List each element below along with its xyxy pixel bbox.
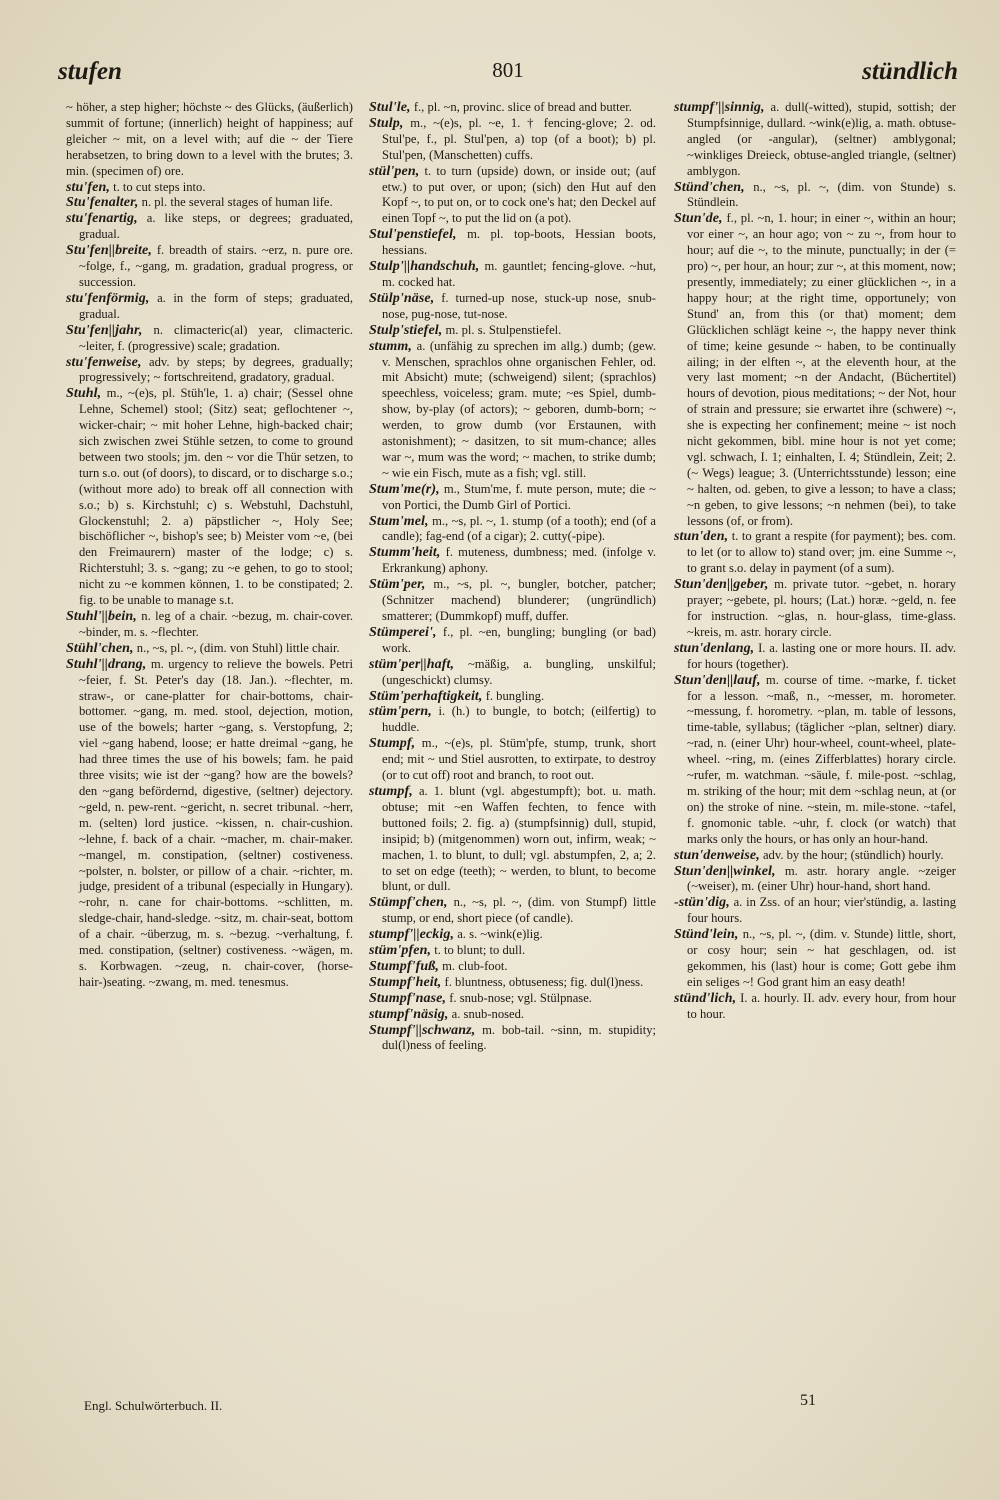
entry-definition: m. private tutor. ~gebet, n. horary prayer; ~gebete, pl. hours; (Lat.) horæ. ~geld, n. fee for instruction. ~glas, n. hour-glass, time-glass. ~kreis, m. astr. horary circle.: [687, 577, 957, 639]
entry-headword: Stülp'näse,: [369, 290, 435, 306]
entry-definition: a. like steps, or degrees; graduated, gradual.: [79, 211, 353, 242]
footer-signature: Engl. Schulwörterbuch. II.: [84, 1398, 223, 1413]
dictionary-entry: [674, 848, 956, 864]
entry-headword: Stun'den||geber,: [674, 577, 769, 593]
dictionary-entry: [369, 545, 656, 577]
entry-definition: f. breadth of stairs. ~erz, n. pure ore. ~folge, f., ~gang, m. gradation, gradual progress, or succession.: [79, 243, 353, 289]
entry-definition: n. pl. the several stages of human life.: [141, 195, 333, 210]
dictionary-entry: [674, 577, 956, 641]
entry-definition: f., pl. ~n, 1. hour; in einer ~, within an hour; vor einer ~, an hour ago; von ~ zu ~, from hour to hour; auf die ~, to the minute, punctually; in der (= pro) ~, per hour, an hour; zur ~, at this moment, now; presently, immediately; zu einer glücklichen ~, in a happy hour; at the right time, opportunely; von Stund' an, from this (or that) moment; dem Glücklichen schlägt keine ~, the happy never think of time; keine gesunde ~ haben, to be continually ailing; in der elften ~, at the eleventh hour, at the very last moment; ~n der Andacht, (Büchertitel) hours of devotion, pious meditations; ~ der Not, hour of strain and pressure; sie erwartet ihre (schwere) ~, she is expecting her confinement; meine ~ ist noch nicht gekommen, bibl. mine hour is not yet come; vgl. schwach, I. 1; einhalten, I. 4; Stündlein, Zeit; 2. (~ Wegs) league; 3. (Unterrichtsstunde) lesson; eine ~ halten, od. geben, to give a lesson; to have a class; ~n geben, to give lessons; ~n nehmen (bei), to take lessons (of, or from).: [687, 211, 956, 528]
entry-headword: stu'fenweise,: [66, 354, 142, 370]
entry-definition: a. snub-nosed.: [451, 1006, 525, 1021]
entry-headword: stun'denlang,: [674, 640, 755, 656]
dictionary-entry: [674, 180, 956, 212]
left-running-headword: stufen: [58, 58, 122, 85]
dictionary-entry: [674, 211, 956, 529]
entry-headword: Stum'me(r),: [369, 481, 440, 497]
entry-headword: Stulp,: [369, 115, 404, 131]
entry-headword: stun'denweise,: [674, 847, 760, 863]
dictionary-entry: [674, 927, 956, 991]
entry-definition: f., pl. ~en, bungling; bungling (or bad) work.: [382, 624, 657, 655]
dictionary-entry: [369, 100, 656, 116]
dictionary-entry: [66, 323, 353, 355]
entry-definition: m. pl. s. Stulpenstiefel.: [445, 322, 562, 337]
entry-headword: stünd'lich,: [674, 990, 737, 1006]
entry-definition: a. in Zss. of an hour; vier'stündig, a. lasting four hours.: [687, 895, 956, 926]
dictionary-entry: [369, 577, 656, 625]
dictionary-entry: [66, 386, 353, 609]
entry-definition: n., ~s, pl. ~, (dim. v. Stunde) little, short, or cosy hour; sein ~ hat geschlagen, od. ist gekommen, his (last) hour is come; Gott gebe ihm ein seliges ~! God grant him an easy death!: [687, 927, 956, 989]
entry-headword: stüm'pern,: [369, 704, 432, 720]
dictionary-entry: [369, 736, 656, 784]
entry-definition: m., ~(e)s, pl. ~e, 1. † fencing-glove; 2. od. Stul'pe, f., pl. Stul'pen, a) top (of a boot); b) pl. Stul'pen, (Manschetten) cuffs.: [382, 115, 656, 162]
entry-headword: Stumpf,: [369, 736, 416, 752]
entry-headword: Stu'fen||jahr,: [66, 322, 143, 338]
entry-headword: Stuhl'||drang,: [66, 656, 147, 672]
entry-definition: n. climacteric(al) year, climacteric. ~leiter, f. (progressive) scale; gradation.: [79, 322, 353, 353]
entry-headword: Stünd'lein,: [674, 927, 739, 943]
entry-definition: t. to cut steps into.: [113, 179, 206, 194]
column-1: [66, 100, 353, 991]
dictionary-entry: [369, 482, 656, 514]
dictionary-entry: [369, 1023, 656, 1055]
entry-definition: i. (h.) to bungle, to botch; (eilfertig) to huddle.: [382, 704, 656, 735]
dictionary-entry: [66, 641, 353, 657]
entry-headword: Stüm'perhaftigkeit,: [369, 688, 483, 704]
dictionary-entry: [369, 259, 656, 291]
entry-definition: m. pl. top-boots, Hessian boots, hessians.: [382, 227, 656, 258]
entry-definition: a. s. ~wink(e)lig.: [457, 927, 543, 942]
dictionary-entry: [66, 355, 353, 387]
entry-headword: stumpf'||sinnig,: [674, 100, 765, 115]
entry-headword: Stul'penstiefel,: [369, 227, 457, 243]
dictionary-entry: [674, 991, 956, 1023]
entry-headword: Stumpf'fuß,: [369, 958, 439, 974]
entry-headword: stüm'pfen,: [369, 943, 432, 959]
entry-headword: Stumpf'heit,: [369, 974, 442, 990]
entry-headword: Stun'de,: [674, 211, 723, 227]
entry-headword: Stumpf'||schwanz,: [369, 1022, 476, 1038]
dictionary-entry: [369, 164, 656, 228]
entry-headword: Stun'den||winkel,: [674, 863, 776, 879]
entry-headword: Stumpf'nase,: [369, 990, 447, 1006]
entry-headword: Stun'den||lauf,: [674, 672, 761, 688]
dictionary-entry: [66, 657, 353, 991]
entry-definition: ~ höher, a step higher; höchste ~ des Glücks, (äußerlich) summit of fortune; (innerlich) height of happiness; auf gleicher ~ mit, on a level with; auf die ~ der Tiere herabsetzen, to bring down to a level with the brutes; 3. min. (specimen of) ore.: [66, 100, 353, 178]
entry-definition: n. leg of a chair. ~bezug, m. chair-cover. ~binder, m. s. ~flechter.: [79, 609, 353, 639]
dictionary-entry: [674, 864, 956, 896]
entry-definition: m. bob-tail. ~sinn, m. stupidity; dul(l)ness of feeling.: [382, 1022, 656, 1053]
dictionary-entry: [674, 100, 956, 180]
dictionary-entry: [66, 195, 353, 211]
dictionary-entry: [369, 704, 656, 736]
dictionary-entry: [66, 291, 353, 323]
dictionary-entry: [674, 895, 956, 927]
entry-definition: m., Stum'me, f. mute person, mute; die ~ von Portici, the Dumb Girl of Portici.: [382, 481, 656, 512]
entry-definition: I. a. hourly. II. adv. every hour, from hour to hour.: [687, 990, 956, 1021]
dictionary-entry: [66, 243, 353, 291]
entry-definition: t. to blunt; to dull.: [434, 943, 526, 958]
dictionary-entry: [369, 1007, 656, 1023]
entry-definition: t. to grant a respite (for payment); bes. com. to let (or to allow to) stand over; jm. eine Summe ~, to grant s.o. delay in payment (of a sum).: [687, 529, 956, 576]
entry-definition: n., ~s, pl. ~, (dim. von Stumpf) little stump, or end, short piece (of candle).: [382, 895, 656, 926]
entry-definition: m. course of time. ~marke, f. ticket for a lesson. ~maß, n., ~messer, m. horometer. ~messung, f. horometry. ~plan, m. table of lessons, time-table, syllabus; (täglicher ~plan, seltner) diary. ~rad, n. (einer Uhr) hour-wheel, count-wheel, plate-wheel. ~ring, m. (eines Zifferblattes) horary circle. ~rufer, m. watchman. ~säule, f. mile-post. ~schlag, m. striking of the hour; mit dem ~schlag neun, at (or on) the stroke of nine. ~stein, m. mile-stone. ~tafel, f. gnomonic table. ~uhr, f. clock (or watch) that marks only the hours, or has only an hour-hand.: [687, 672, 957, 846]
entry-definition: m., ~(e)s, pl. Stüm'pfe, stump, trunk, short end; mit ~ und Stiel ausrotten, to extirpate, to destroy (or to cut off) root and branch, to root out.: [382, 736, 657, 783]
entry-headword: Stumm'heit,: [369, 545, 441, 561]
dictionary-entry: [369, 689, 656, 705]
right-running-headword: stündlich: [862, 58, 958, 85]
entry-definition: f. bungling.: [485, 688, 545, 703]
entry-definition: m., ~s, pl. ~, bungler, botcher, patcher; (Schnitzer machend) blunderer; (ungründlich) smatterer; (Dummkopf) muff, duffer.: [382, 577, 656, 623]
entry-definition: adv. by the hour; (stündlich) hourly.: [762, 847, 944, 862]
dictionary-entry: [369, 943, 656, 959]
entry-headword: -stün'dig,: [674, 895, 730, 911]
page-number: 801: [492, 58, 524, 82]
entry-definition: a. 1. blunt (vgl. abgestumpft); bot. u. math. obtuse; mit ~en Waffen fechten, to fence with buttoned foils; 2. fig. a) (stumpfsinnig) dull, stupid, insipid; b) (mitgenommen) worn out, infirm, weak; ~ machen, 1. to blunt, to dull; vgl. abstumpfen, 2, a; 2. to set on edge (teeth); ~ werden, to blunt, to become blunt, or dull.: [382, 783, 656, 894]
entry-headword: stumpf,: [369, 783, 413, 799]
entry-headword: Stu'fen||breite,: [66, 243, 152, 259]
entry-definition: a. (unfähig zu sprechen im allg.) dumb; (gew. v. Menschen, sprachlos ohne organischen Fehler, od. mit Absicht) mute; (schweigend) silent; (sprachlos) speechless, voiceless; gram. mute; ~es Spiel, dumb-show, by-play (of actors); ~ geboren, dumb-born; ~ werden, to grow dumb (vor Erstaunen, with astonishment); ~ dasitzen, to sit mum-chance; alles war ~, mum was the word; ~ machen, to strike dumb; ~ wie ein Fisch, mute as a fish; vgl. still.: [382, 338, 656, 480]
entry-headword: stun'den,: [674, 529, 729, 545]
entry-headword: stu'fen,: [66, 179, 110, 195]
dictionary-entry: [369, 625, 656, 657]
column-2: [369, 100, 656, 1054]
dictionary-entry: [369, 116, 656, 164]
entry-headword: Stümperei',: [369, 624, 437, 640]
dictionary-entry: [674, 529, 956, 577]
footer-sheet-number: 51: [800, 1392, 816, 1409]
entry-headword: stumm,: [369, 338, 413, 354]
entry-definition: m., ~s, pl. ~, 1. stump (of a tooth); end (of a candle); fag-end (of a cigar); 2. cutty(-pipe).: [382, 513, 656, 544]
entry-headword: Stünd'chen,: [674, 179, 745, 195]
dictionary-entry: [369, 339, 656, 482]
entry-definition: adv. by steps; by degrees, gradually; progressively; ~ fortschreitend, gradatory, gradual.: [79, 354, 353, 385]
dictionary-entry: [674, 641, 956, 673]
entry-definition: n., ~s, pl. ~, (dim. von Stunde) s. Stündlein.: [687, 179, 956, 210]
entry-definition: m., ~(e)s, pl. Stüh'le, 1. a) chair; (Sessel ohne Lehne, Schemel) stool; (Sitz) seat; geflochtener ~, wicker-chair; ~ mit hoher Lehne, high-backed chair; sich zwischen zwei Stühle setzen, to come to ground between two stools; jm. den ~ vor die Thür setzen, to turn s.o. out (of doors), to discard, or to discharge s.o.; (without more ado) to break off all connection with s.o.; b) s. Kirchstuhl; c) s. Webstuhl, Dachstuhl, Glockenstuhl; 2. a) päpstlicher ~, Holy See; bischöflicher ~, bishop's see; b) Meister vom ~e, (bei den Freimaurern) master of the lodge; c) s. Richterstuhl; 3. s. ~gang; zu ~e gehen, to go to stool; nicht zu ~e kommen können, 1. to be constipated; 2. fig. to be unable to manage s.t.: [79, 386, 353, 608]
dictionary-entry: [369, 975, 656, 991]
entry-definition: m. gauntlet; fencing-glove. ~hut, m. cocked hat.: [382, 259, 656, 289]
entry-definition: I. a. lasting one or more hours. II. adv. for hours (together).: [687, 640, 956, 671]
dictionary-entry: [369, 895, 656, 927]
entry-headword: Stüm'per,: [369, 577, 426, 593]
dictionary-entry: [369, 227, 656, 259]
dictionary-entry: [66, 211, 353, 243]
dictionary-entry: [369, 291, 656, 323]
dictionary-entry: [66, 100, 353, 180]
entry-definition: f. snub-nose; vgl. Stülpnase.: [449, 990, 592, 1005]
entry-definition: t. to turn (upside) down, or inside out; (auf etw.) to put over, or upon; (sich) den Hut auf den Kopf ~, to put on, or to cock one's hat; den Deckel auf einen Topf ~, to put the lid on (a pot).: [382, 163, 656, 226]
column-3: [674, 100, 956, 1023]
dictionary-entry: [369, 657, 656, 689]
entry-headword: Stum'mel,: [369, 513, 429, 529]
entry-definition: f. muteness, dumbness; med. (infolge v. Erkrankung) aphony.: [382, 545, 656, 576]
dictionary-entry: [369, 991, 656, 1007]
dictionary-entry: [369, 323, 656, 339]
entry-definition: a. in the form of steps; graduated, gradual.: [79, 290, 353, 321]
dictionary-entry: [674, 673, 956, 848]
entry-headword: stüm'per||haft,: [369, 656, 455, 672]
dictionary-entry: [66, 180, 353, 196]
entry-headword: Stümpf'chen,: [369, 895, 448, 911]
dictionary-entry: [369, 959, 656, 975]
entry-definition: f. bluntness, obtuseness; fig. dul(l)ness.: [444, 974, 644, 989]
entry-headword: Stu'fenalter,: [66, 195, 139, 211]
entry-headword: stumpf'näsig,: [369, 1006, 449, 1022]
entry-definition: m. club-foot.: [442, 958, 508, 973]
entry-definition: a. dull(-witted), stupid, sottish; der Stumpfsinnige, dullard. ~wink(e)lig, a. math. obtuse-angled (or -angular), (seltner) amblygonal; ~winkliges Dreieck, obtuse-angled triangle, (seltner) amblygon.: [687, 100, 956, 178]
dictionary-entry: [66, 609, 353, 641]
dictionary-entry: [369, 514, 656, 546]
dictionary-entry: [369, 784, 656, 895]
dictionary-entry: [369, 927, 656, 943]
entry-definition: n., ~s, pl. ~, (dim. von Stuhl) little chair.: [136, 640, 340, 655]
entry-headword: Stuhl'||bein,: [66, 609, 137, 624]
entry-headword: Stuhl,: [66, 386, 102, 402]
entry-headword: stumpf'||eckig,: [369, 927, 455, 943]
entry-headword: stu'fenartig,: [66, 211, 138, 227]
entry-definition: m. astr. horary angle. ~zeiger (~weiser), m. (einer Uhr) hour-hand, short hand.: [687, 863, 956, 894]
entry-headword: Stühl'chen,: [66, 640, 134, 656]
entry-definition: f., pl. ~n, provinc. slice of bread and butter.: [413, 100, 632, 114]
entry-headword: Stul'le,: [369, 100, 411, 115]
entry-headword: Stulp'||handschuh,: [369, 259, 480, 275]
entry-definition: f. turned-up nose, stuck-up nose, snub-nose, pug-nose, tut-nose.: [382, 290, 656, 321]
entry-definition: ~mäßig, a. bungling, unskilful; (ungeschickt) clumsy.: [382, 656, 656, 687]
entry-headword: stu'fenförmig,: [66, 290, 150, 306]
page-header: [58, 58, 958, 88]
entry-headword: stül'pen,: [369, 163, 420, 179]
entry-headword: Stulp'stiefel,: [369, 322, 443, 338]
entry-definition: m. urgency to relieve the bowels. Petri ~feier, f. St. Peter's day (18. Jan.). ~flechter, m. straw-, or cane-platter for chair-bottoms, chair-bottomer. ~gang, m. med. stool, dejection, motion, use of the bowels; harter ~gang, s. Verstopfung, 2; viel ~gang habend, loose; er hatte dreimal ~gang, he had three times the use of his bowels; fam. he paid three visits; wie ist der ~gang? how are the bowels? den ~gang befördernd, digestive, (seltner) dejectory. ~geld, n. pew-rent. ~gericht, n. secret tribunal. ~herr, m. (selten) lord justice. ~kissen, n. chair-cushion. ~lehne, f. back of a chair. ~macher, m. chair-maker. ~mangel, m. constipation, (seltner) costiveness. ~polster, n. bolster, or pillow of a chair. ~richter, m. judge, president of a tribunal (especially in Hungary). ~rohr, n. cane for chair-bottoms. ~schlitten, m. sledge-chair, hand-sledge. ~sitz, m. chair-seat, bottom of a chair. ~überzug, m. s. ~bezug. ~verhaltung, f. med. constipation, (seltner) costiveness. ~wägen, m. s. Korbwagen. ~zeug, n. chair-cover, (horse-hair-)seating. ~zwang, m. med. tenesmus.: [79, 656, 353, 989]
